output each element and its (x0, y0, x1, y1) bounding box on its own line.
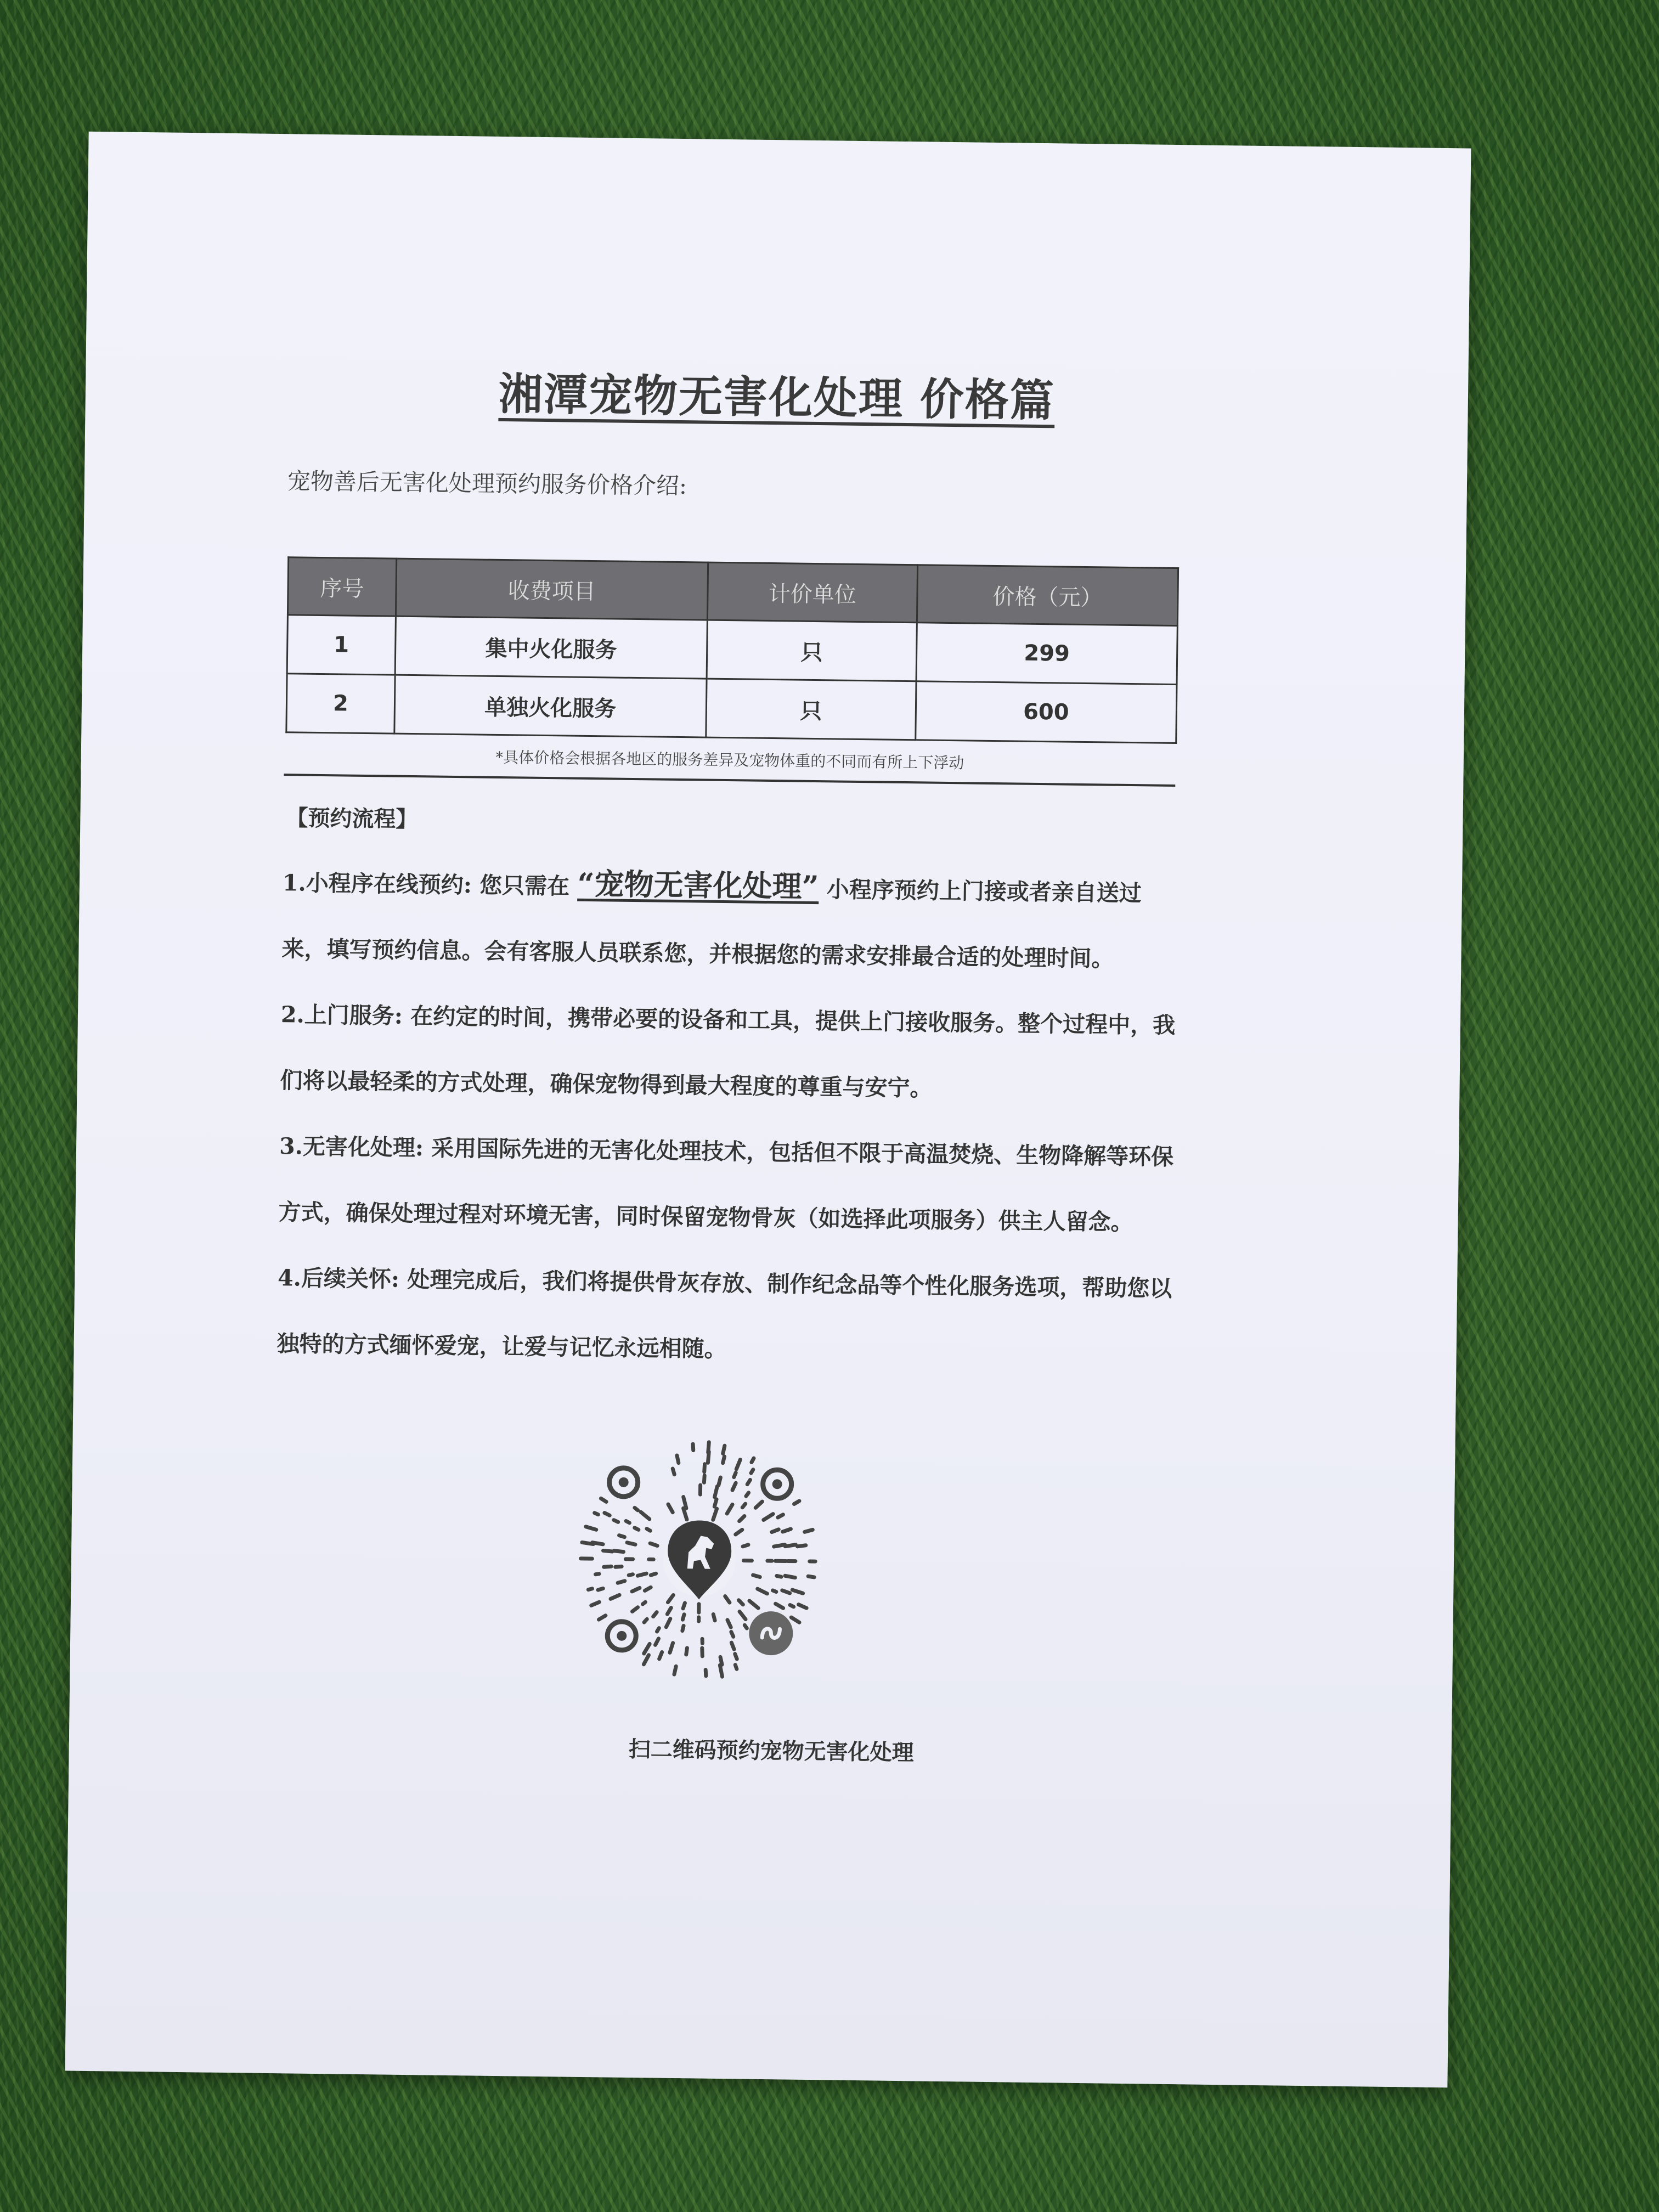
price-table (285, 556, 1179, 744)
cell-index: 2 (286, 674, 395, 733)
intro-text: 宠物善后无害化处理预约服务价格介绍: (287, 467, 687, 500)
step-item (280, 981, 1181, 1124)
qr-caption: 扫二维码预约宠物无害化处理 (628, 1736, 914, 1766)
step-label: 4.后续关怀: (277, 1265, 400, 1293)
step-label: 2.上门服务: (280, 1001, 403, 1029)
cell-unit: 只 (707, 620, 917, 681)
miniprogram-name: “宠物无害化处理” (577, 866, 819, 905)
step-item (281, 847, 1183, 992)
cell-price: 299 (916, 623, 1177, 685)
cell-index: 1 (287, 615, 396, 675)
col-header-unit: 计价单位 (707, 562, 918, 623)
table-row (287, 615, 1177, 685)
paper-sheet (65, 132, 1471, 2088)
step-text: 在约定的时间，携带必要的设备和工具，提供上门接收服务。整个过程中，我们将以最轻柔的方式处理，确保宠物得到最大程度的尊重与安宁。 (280, 1002, 1176, 1102)
step-label: 1.小程序在线预约: (282, 870, 472, 899)
col-header-price: 价格（元） (917, 565, 1178, 626)
table-row (286, 674, 1177, 743)
cell-unit: 只 (706, 679, 916, 740)
process-steps (276, 847, 1183, 1387)
step-text: 采用国际先进的无害化处理技术，包括但不限于高温焚烧、生物降解等环保方式，确保处理过程对环境无害，同时保留宠物骨灰（如选择此项服务）供主人留念。 (278, 1135, 1174, 1236)
step-text: 您只需在 (471, 872, 578, 900)
step-item (278, 1113, 1180, 1256)
price-note: *具体价格会根据各地区的服务差异及宠物体重的不同而有所上下浮动 (284, 743, 1176, 787)
cell-item: 集中火化服务 (395, 616, 707, 679)
col-header-item: 收费项目 (396, 558, 708, 620)
step-label: 3.无害化处理: (279, 1133, 424, 1161)
col-header-index: 序号 (287, 557, 396, 616)
step-item (276, 1245, 1178, 1387)
cell-price: 600 (916, 681, 1177, 743)
table-header-row (287, 557, 1178, 626)
cell-item: 单独火化服务 (394, 675, 707, 737)
step-text: 处理完成后，我们将提供骨灰存放、制作纪念品等个性化服务选项，帮助您以独特的方式缅怀爱宠，让爱与记忆永远相随。 (276, 1266, 1172, 1363)
page-title: 湘潭宠物无害化处理 价格篇 (498, 368, 1056, 427)
miniprogram-logo-icon (749, 1611, 793, 1656)
miniprogram-qr-code[interactable] (577, 1438, 821, 1682)
step-text: 小程序预约上门接或者亲自送过来，填写预约信息。会有客服人员联系您，并根据您的需求安排最合适的处理时间。 (281, 876, 1142, 972)
section-heading: 【预约流程】 (286, 805, 418, 833)
